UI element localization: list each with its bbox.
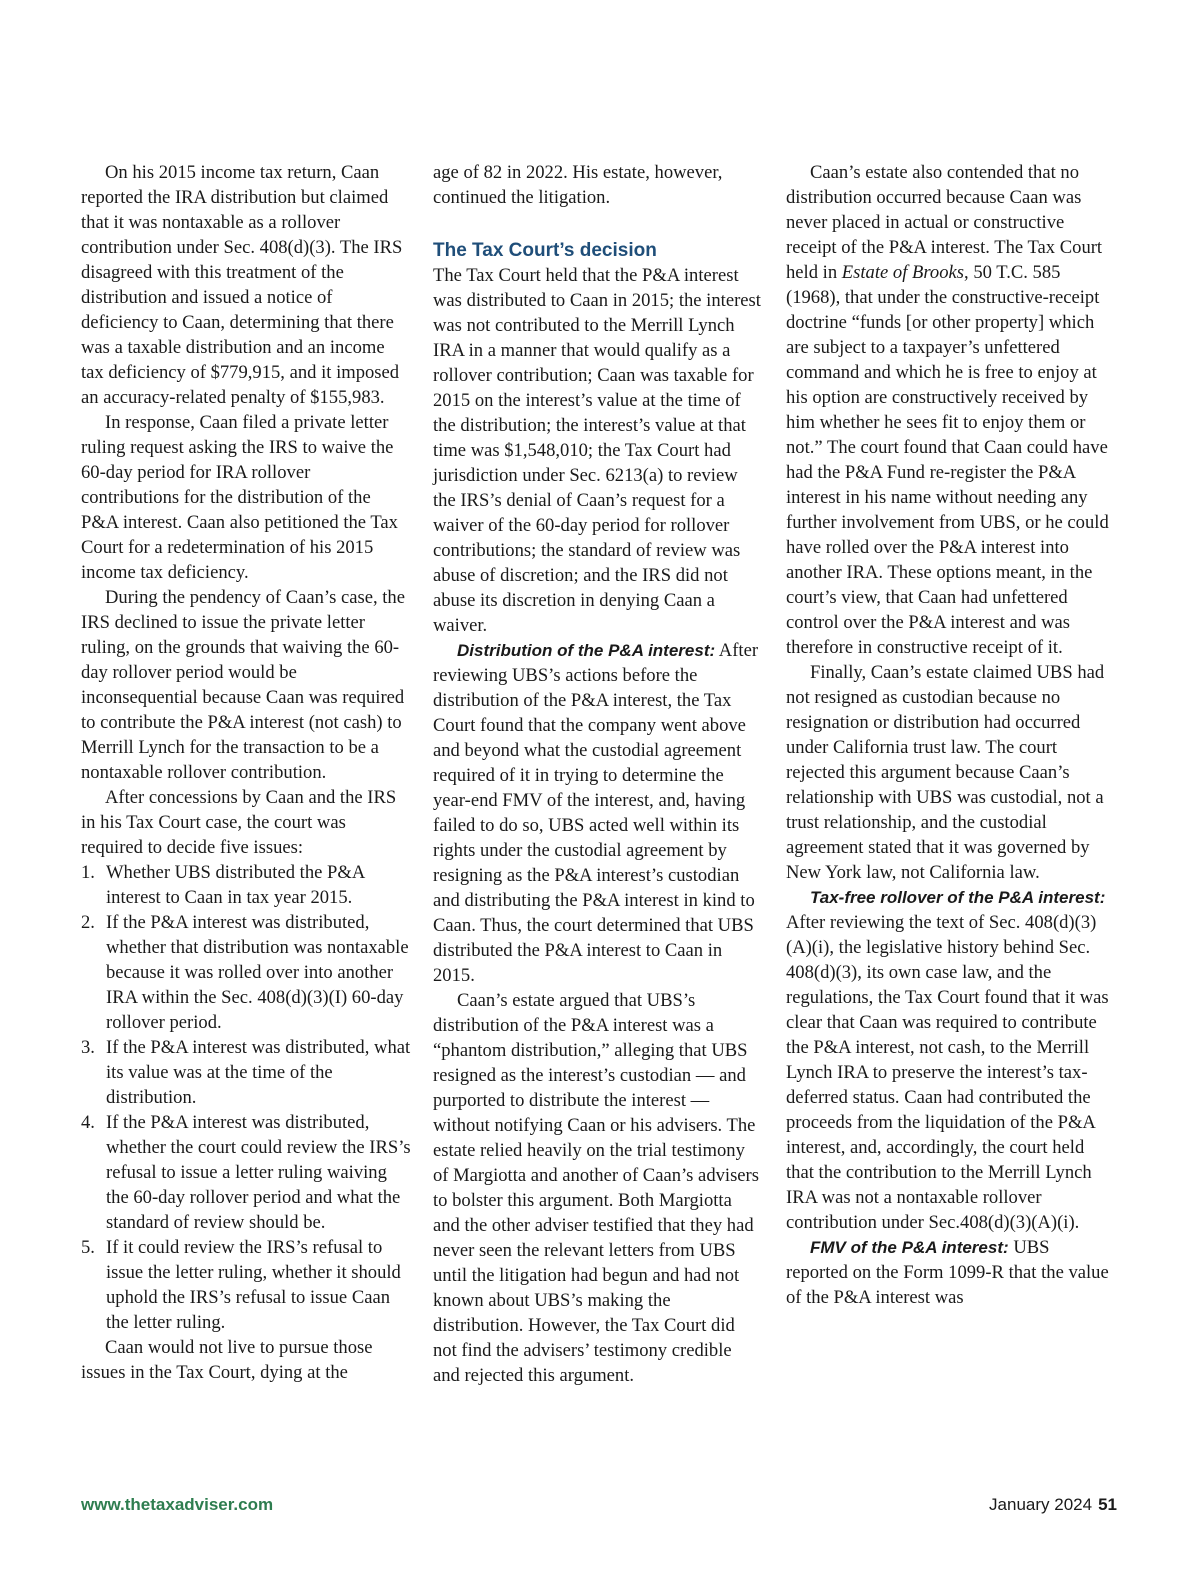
paragraph: Finally, Caan’s estate claimed UBS had not resigned as custodian because no resignation or distribution had occurred under California trust law. The court rejected this argument because Caan’s relationship with UBS was custodial, not a trust relationship, and the custodial agreement stated that it was governed by New York law, not California law. xyxy=(786,662,1105,883)
paragraph xyxy=(433,638,763,988)
paragraph xyxy=(786,1235,1116,1310)
paragraph: Caan’s estate argued that UBS’s distribution of the P&A interest was a “phantom distribution,” alleging that UBS resigned as the interest’s custodian — and purported to distribute the interest — without notifying Caan or his advisers. The estate relied heavily on the trial testimony of Margiotta and another of Caan’s advisers to bolster this argument. Both Margiotta and the other adviser testified that they had never seen the relevant letters from UBS until the litigation had begun and had not known about UBS’s making the distribution. However, the Tax Court did not find the advisers’ testimony credible and rejected this argument. xyxy=(433,990,759,1386)
footer-issue-info xyxy=(989,1494,1117,1516)
run-in-heading: Tax-free rollover of the P&A interest: xyxy=(810,888,1106,907)
list-item xyxy=(81,1110,411,1235)
column-1 xyxy=(81,160,411,1385)
paragraph: On his 2015 income tax return, Caan reported the IRA distribution but claimed that it was nontaxable as a rollover contribution under Sec. 408(d)(3). The IRS disagreed with this treatment of the distribution and issued a notice of deficiency to Caan, determining that there was a taxable distribution and an income tax deficiency of $779,915, and it imposed an accuracy-related penalty of $155,983. xyxy=(81,162,403,408)
list-number: 2. xyxy=(81,912,95,933)
list-item xyxy=(81,910,411,1035)
list-number: 5. xyxy=(81,1237,95,1258)
list-number: 4. xyxy=(81,1112,95,1133)
column-3 xyxy=(786,160,1116,1310)
paragraph: Caan would not live to pursue those issues in the Tax Court, dying at the xyxy=(81,1337,373,1383)
issues-list xyxy=(81,860,411,1335)
list-item xyxy=(81,1235,411,1335)
list-item xyxy=(81,860,411,910)
column-2 xyxy=(433,160,763,1388)
paragraph: The Tax Court held that the P&A interest was distributed to Caan in 2015; the interest was not contributed to the Merrill Lynch IRA in a manner that would qualify as a rollover contribution; Caan was taxable for 2015 on the interest’s value at the time of the distribution; the interest’s value at that time was $1,548,010; the Tax Court had jurisdiction under Sec. 6213(a) to review the IRS’s denial of Caan’s request for a waiver of the 60-day period for rollover contributions; the standard of review was abuse of discretion; and the IRS did not abuse its discretion in denying Caan a waiver. xyxy=(433,265,761,636)
paragraph: In response, Caan filed a private letter ruling request asking the IRS to waive the 60-day period for IRA rollover contributions for the distribution of the P&A interest. Caan also petitioned the Tax Court for a redetermination of his 2015 income tax deficiency. xyxy=(81,412,398,583)
paragraph-text: UBS reported on the Form 1099-R that the value of the P&A interest was xyxy=(786,1237,1109,1308)
run-in-heading: Distribution of the P&A interest: xyxy=(457,641,716,660)
paragraph-text: After reviewing UBS’s actions before the distribution of the P&A interest, the Tax Court found that the company went above and beyond what the custodial agreement required of it in trying to determine the year-end FMV of the interest, and, having failed to do so, UBS acted well within its rights under the custodial agreement by resigning as the P&A interest’s custodian and distributing the P&A interest in kind to Caan. Thus, the court determined that UBS distributed the P&A interest to Caan in 2015. xyxy=(433,640,759,986)
paragraph: During the pendency of Caan’s case, the IRS declined to issue the private letter ruling, on the grounds that waiving the 60-day rollover period would be inconsequential because Caan was required to contribute the P&A interest (not cash) to Merrill Lynch for the transaction to be a nontaxable rollover contribution. xyxy=(81,587,405,783)
paragraph xyxy=(786,160,1116,660)
paragraph-text: , 50 T.C. 585 (1968), that under the constructive-receipt doctrine “funds [or other property] which are subject to a taxpayer’s unfettered command and which he is free to enjoy at his option are constructively received by him whether he sees fit to enjoy them or not.” The court found that Caan could have had the P&A Fund re-register the P&A interest in his name without needing any further involvement from UBS, or he could have rolled over the P&A interest into another IRA. These options meant, in the court’s view, that Caan had unfettered control over the P&A interest and was therefore in constructive receipt of it. xyxy=(786,262,1109,658)
list-item xyxy=(81,1035,411,1110)
run-in-heading: FMV of the P&A interest: xyxy=(810,1238,1009,1257)
list-item-text: If it could review the IRS’s refusal to issue the letter ruling, whether it should uphold the IRS’s refusal to issue Caan the letter ruling. xyxy=(106,1237,401,1333)
footer-website-link[interactable]: www.thetaxadviser.com xyxy=(81,1495,274,1514)
list-number: 1. xyxy=(81,862,95,883)
paragraph-text: Caan’s estate also contended that no distribution occurred because Caan was never placed in actual or constructive receipt of the P&A interest. The Tax Court held in xyxy=(786,162,1103,283)
case-citation: Estate of Brooks xyxy=(841,262,965,283)
section-heading: The Tax Court’s decision xyxy=(433,240,657,261)
paragraph: After concessions by Caan and the IRS in his Tax Court case, the court was required to decide five issues: xyxy=(81,787,397,858)
page-number: 51 xyxy=(1098,1495,1117,1514)
paragraph xyxy=(786,885,1116,1235)
list-item-text: If the P&A interest was distributed, whether the court could review the IRS’s refusal to issue a letter ruling waiving the 60-day rollover period and what the standard of review should be. xyxy=(106,1112,411,1233)
paragraph-text: After reviewing the text of Sec. 408(d)(3)(A)(i), the legislative history behind Sec. 408(d)(3), its own case law, and the regulations, the Tax Court found that it was clear that Caan was required to contribute the P&A interest, not cash, to the Merrill Lynch IRA to preserve the interest’s tax-deferred status. Caan had contributed the proceeds from the liquidation of the P&A interest, and, accordingly, the court held that the contribution to the Merrill Lynch IRA was not a nontaxable rollover contribution under Sec.408(d)(3)(A)(i). xyxy=(786,912,1109,1233)
list-item-text: Whether UBS distributed the P&A interest to Caan in tax year 2015. xyxy=(106,862,365,908)
paragraph: age of 82 in 2022. His estate, however, continued the litigation. xyxy=(433,162,723,208)
issue-date: January 2024 xyxy=(989,1495,1093,1514)
list-item-text: If the P&A interest was distributed, what its value was at the time of the distribution. xyxy=(106,1037,411,1108)
list-number: 3. xyxy=(81,1037,95,1058)
list-item-text: If the P&A interest was distributed, whether that distribution was nontaxable because it was rolled over into another IRA within the Sec. 408(d)(3)(I) 60-day rollover period. xyxy=(106,912,409,1033)
